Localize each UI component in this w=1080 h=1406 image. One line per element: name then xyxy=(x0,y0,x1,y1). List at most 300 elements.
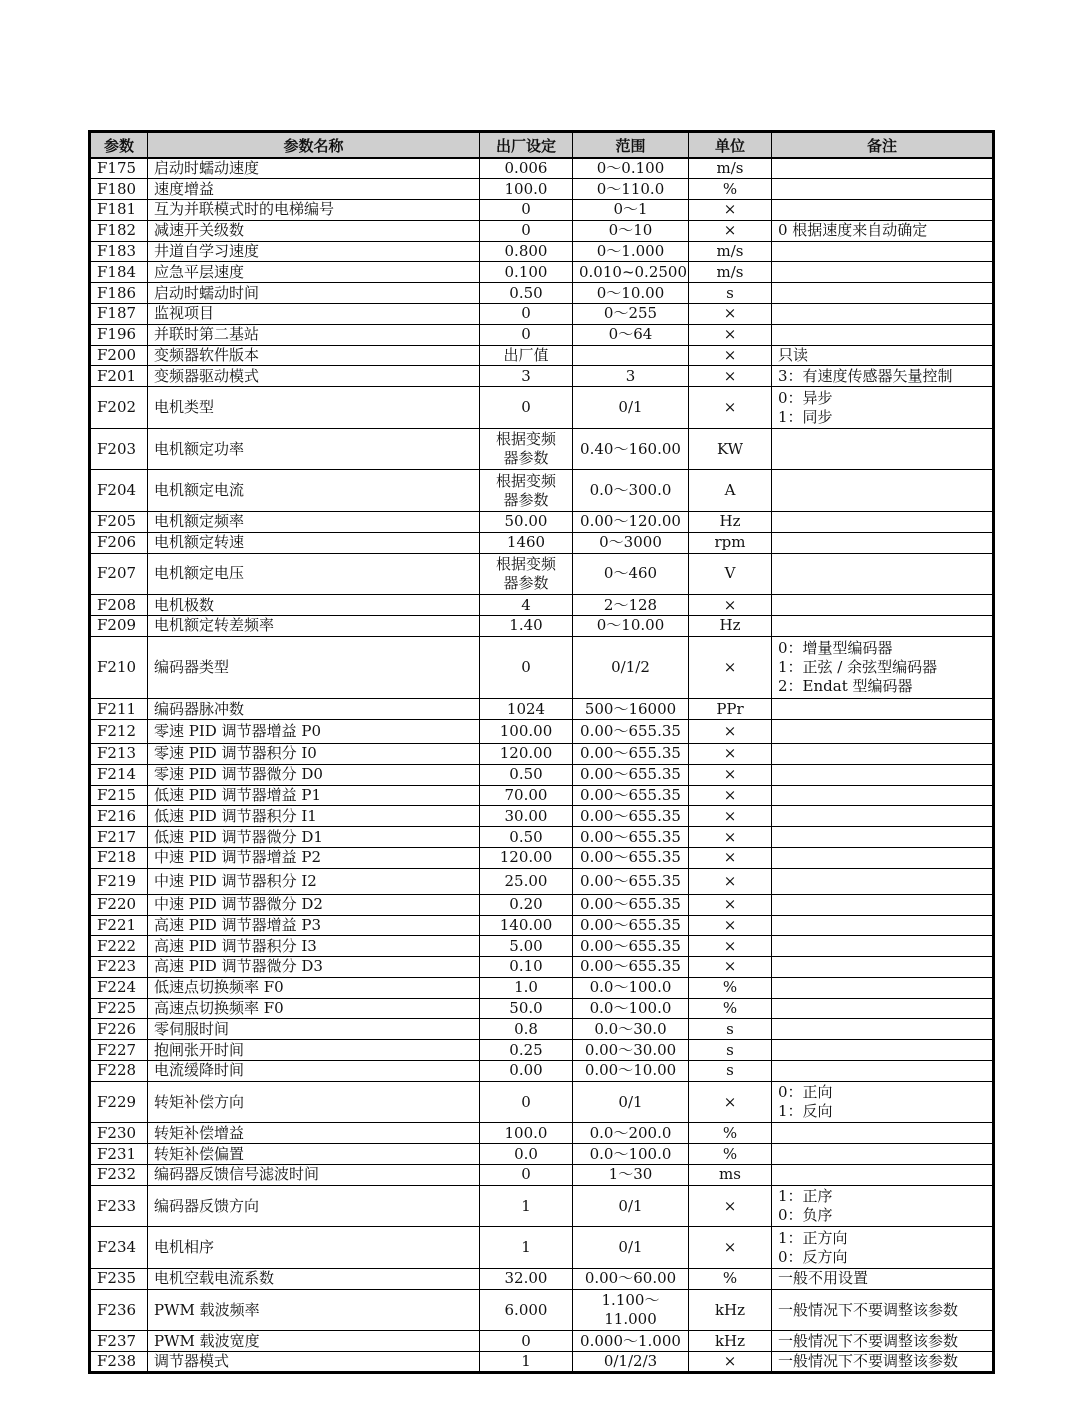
table-row xyxy=(90,595,994,616)
param-unit: × xyxy=(689,915,772,936)
table-row xyxy=(90,1123,994,1144)
param-name: 监视项目 xyxy=(148,304,480,325)
table-row xyxy=(90,220,994,241)
param-range xyxy=(573,806,689,827)
param-range xyxy=(573,1165,689,1186)
param-name: 编码器反馈方向 xyxy=(148,1185,480,1227)
default-value-line: 1 xyxy=(521,1238,531,1257)
param-note xyxy=(772,1061,994,1082)
range-value-line: 500～16000 xyxy=(584,699,677,718)
param-unit: × xyxy=(689,387,772,429)
param-unit: × xyxy=(689,220,772,241)
param-note xyxy=(772,1040,994,1061)
header-code: 参数 xyxy=(90,132,148,159)
default-value-line: 0.25 xyxy=(509,1040,543,1059)
param-name: 启动时蠕动速度 xyxy=(148,158,480,179)
table-row xyxy=(90,957,994,978)
param-note xyxy=(772,1331,994,1352)
param-code: F229 xyxy=(90,1081,148,1123)
range-value-line: 0～3000 xyxy=(599,533,662,552)
table-row xyxy=(90,636,994,698)
param-unit: PPr xyxy=(689,699,772,720)
param-default xyxy=(480,806,573,827)
param-code: F209 xyxy=(90,616,148,637)
range-value-line: 0.010~0.2500 xyxy=(579,262,687,281)
param-code: F232 xyxy=(90,1165,148,1186)
param-name: 电机额定转速 xyxy=(148,532,480,553)
param-default xyxy=(480,220,573,241)
param-default xyxy=(480,1331,573,1352)
note-line: 0：异步 xyxy=(778,388,833,407)
default-value-line: 0 xyxy=(521,398,531,417)
param-note xyxy=(772,998,994,1019)
param-default xyxy=(480,720,573,744)
note-line: 1：反向 xyxy=(778,1102,833,1121)
param-name: 高速点切换频率 F0 xyxy=(148,998,480,1019)
range-value-line: 0～0.100 xyxy=(596,159,665,178)
param-name: 中速 PID 调节器微分 D2 xyxy=(148,894,480,915)
param-default xyxy=(480,827,573,848)
param-default xyxy=(480,1352,573,1373)
param-code: F213 xyxy=(90,743,148,764)
default-value-line: 0 xyxy=(521,325,531,344)
param-default xyxy=(480,998,573,1019)
default-value-line: 0 xyxy=(521,304,531,323)
param-code: F219 xyxy=(90,868,148,894)
param-code: F180 xyxy=(90,179,148,200)
param-unit: × xyxy=(689,200,772,221)
param-note xyxy=(772,720,994,744)
param-note xyxy=(772,428,994,470)
default-value-line: 0.00 xyxy=(509,1061,543,1080)
header-note: 备注 xyxy=(772,132,994,159)
param-default xyxy=(480,699,573,720)
default-value-line: 4 xyxy=(521,595,531,614)
note-line: 1：正弦 / 余弦型编码器 xyxy=(778,658,938,677)
table-row xyxy=(90,998,994,1019)
param-name: 转矩补偿增益 xyxy=(148,1123,480,1144)
param-default xyxy=(480,1061,573,1082)
param-name: 高速 PID 调节器微分 D3 xyxy=(148,957,480,978)
note-line: 0：反方向 xyxy=(778,1247,848,1266)
range-value-line: 0.00～120.00 xyxy=(580,512,681,531)
table-row xyxy=(90,894,994,915)
param-code: F212 xyxy=(90,720,148,744)
param-default xyxy=(480,616,573,637)
table-row xyxy=(90,1019,994,1040)
param-unit: s xyxy=(689,1040,772,1061)
param-range xyxy=(573,1061,689,1082)
param-unit: A xyxy=(689,470,772,512)
param-name: 零速 PID 调节器微分 D0 xyxy=(148,764,480,785)
default-value-line: 50.0 xyxy=(509,999,543,1018)
header-name: 参数名称 xyxy=(148,132,480,159)
param-code: F234 xyxy=(90,1227,148,1269)
param-default xyxy=(480,915,573,936)
param-default xyxy=(480,179,573,200)
range-value-line: 0/1 xyxy=(618,1238,643,1257)
param-note xyxy=(772,699,994,720)
table-row xyxy=(90,1289,994,1331)
param-name: PWM 载波频率 xyxy=(148,1289,480,1331)
param-code: F206 xyxy=(90,532,148,553)
param-code: F238 xyxy=(90,1352,148,1373)
param-unit: s xyxy=(689,1061,772,1082)
param-name: 变频器软件版本 xyxy=(148,345,480,366)
default-value-line: 0.50 xyxy=(509,283,543,302)
default-value-line: 120.00 xyxy=(499,848,553,867)
param-name: 编码器类型 xyxy=(148,636,480,698)
param-note xyxy=(772,957,994,978)
default-value-line: 0 xyxy=(521,1165,531,1184)
param-name: 互为并联模式时的电梯编号 xyxy=(148,200,480,221)
table-row xyxy=(90,553,994,595)
range-value-line: 0.000～1.000 xyxy=(580,1331,681,1350)
param-unit: × xyxy=(689,868,772,894)
range-value-line: 0～10.00 xyxy=(596,616,665,635)
default-value-line: 100.0 xyxy=(504,1123,548,1142)
param-range xyxy=(573,915,689,936)
default-value-line: 0.8 xyxy=(514,1019,538,1038)
param-unit: kHz xyxy=(689,1289,772,1331)
param-default xyxy=(480,262,573,283)
default-value-line: 3 xyxy=(521,366,531,385)
param-name: 低速点切换频率 F0 xyxy=(148,977,480,998)
param-code: F230 xyxy=(90,1123,148,1144)
default-value-line: 1024 xyxy=(506,699,546,718)
table-header-row xyxy=(90,132,994,159)
param-range xyxy=(573,262,689,283)
param-note xyxy=(772,616,994,637)
default-value-line: 6.000 xyxy=(504,1300,548,1319)
table-row xyxy=(90,470,994,512)
param-default xyxy=(480,324,573,345)
param-default xyxy=(480,553,573,595)
table-row xyxy=(90,1185,994,1227)
param-code: F184 xyxy=(90,262,148,283)
param-unit: × xyxy=(689,847,772,868)
param-note xyxy=(772,387,994,429)
param-name: 井道自学习速度 xyxy=(148,241,480,262)
table-row xyxy=(90,743,994,764)
range-value-line: 0～1.000 xyxy=(596,242,665,261)
param-unit: % xyxy=(689,977,772,998)
param-range xyxy=(573,241,689,262)
param-unit: × xyxy=(689,345,772,366)
param-unit: Hz xyxy=(689,512,772,533)
param-code: F231 xyxy=(90,1144,148,1165)
param-code: F207 xyxy=(90,553,148,595)
param-code: F201 xyxy=(90,366,148,387)
range-value-line: 1～30 xyxy=(608,1165,653,1184)
param-range xyxy=(573,304,689,325)
param-name: 减速开关级数 xyxy=(148,220,480,241)
param-range xyxy=(573,1227,689,1269)
param-unit: × xyxy=(689,636,772,698)
range-value-line: 0.00～655.35 xyxy=(580,744,681,763)
param-name: 并联时第二基站 xyxy=(148,324,480,345)
param-range xyxy=(573,868,689,894)
param-name: 速度增益 xyxy=(148,179,480,200)
param-default xyxy=(480,512,573,533)
param-default xyxy=(480,595,573,616)
param-default xyxy=(480,847,573,868)
range-value-line: 0.00～30.00 xyxy=(584,1040,677,1059)
param-unit: % xyxy=(689,1144,772,1165)
param-name: 零速 PID 调节器增益 P0 xyxy=(148,720,480,744)
range-value-line: 0/1 xyxy=(618,1196,643,1215)
range-value-line: 0～110.0 xyxy=(596,179,665,198)
range-value-line: 2～128 xyxy=(603,595,658,614)
param-range xyxy=(573,387,689,429)
param-range xyxy=(573,324,689,345)
param-unit: % xyxy=(689,1123,772,1144)
range-value-line: 0.0～300.0 xyxy=(589,481,672,500)
param-unit: × xyxy=(689,1185,772,1227)
param-default xyxy=(480,1019,573,1040)
note-line: 2：Endat 型编码器 xyxy=(778,677,913,696)
param-range xyxy=(573,1269,689,1290)
table-row xyxy=(90,304,994,325)
default-value-line: 30.00 xyxy=(504,806,548,825)
param-note xyxy=(772,512,994,533)
param-range xyxy=(573,345,689,366)
default-value-line: 120.00 xyxy=(499,744,553,763)
default-value-line: 根据变频 xyxy=(495,471,556,490)
table-row xyxy=(90,200,994,221)
param-default xyxy=(480,470,573,512)
param-code: F211 xyxy=(90,699,148,720)
param-name: 高速 PID 调节器增益 P3 xyxy=(148,915,480,936)
param-code: F220 xyxy=(90,894,148,915)
range-value-line: 0.00～655.35 xyxy=(580,915,681,934)
param-range xyxy=(573,1185,689,1227)
param-code: F175 xyxy=(90,158,148,179)
note-line: 一般情况下不要调整该参数 xyxy=(778,1300,959,1319)
param-note xyxy=(772,304,994,325)
param-code: F217 xyxy=(90,827,148,848)
table-row xyxy=(90,345,994,366)
default-value-line: 0.50 xyxy=(509,827,543,846)
param-default xyxy=(480,1081,573,1123)
default-value-line: 0 xyxy=(521,1092,531,1111)
param-note xyxy=(772,868,994,894)
table-row xyxy=(90,428,994,470)
param-note xyxy=(772,366,994,387)
param-code: F203 xyxy=(90,428,148,470)
range-value-line: 0～460 xyxy=(603,564,658,583)
param-name: 调节器模式 xyxy=(148,1352,480,1373)
param-range xyxy=(573,1144,689,1165)
param-range xyxy=(573,977,689,998)
note-line: 一般情况下不要调整该参数 xyxy=(778,1331,959,1350)
param-default xyxy=(480,241,573,262)
param-range xyxy=(573,785,689,806)
param-code: F233 xyxy=(90,1185,148,1227)
table-row xyxy=(90,1269,994,1290)
default-value-line: 0 xyxy=(521,221,531,240)
param-note xyxy=(772,1123,994,1144)
param-name: 电机额定电流 xyxy=(148,470,480,512)
range-value-line: 0.00～655.35 xyxy=(580,785,681,804)
param-default xyxy=(480,977,573,998)
default-value-line: 100.00 xyxy=(499,721,553,740)
param-unit: × xyxy=(689,324,772,345)
param-code: F182 xyxy=(90,220,148,241)
range-value-line: 0.40～160.00 xyxy=(580,439,681,458)
param-code: F183 xyxy=(90,241,148,262)
param-code: F210 xyxy=(90,636,148,698)
param-range xyxy=(573,743,689,764)
param-range xyxy=(573,158,689,179)
default-value-line: 器参数 xyxy=(503,490,549,509)
table-row xyxy=(90,1227,994,1269)
param-note xyxy=(772,595,994,616)
table-row xyxy=(90,387,994,429)
param-range xyxy=(573,847,689,868)
param-default xyxy=(480,894,573,915)
param-note xyxy=(772,345,994,366)
param-range xyxy=(573,532,689,553)
param-default xyxy=(480,283,573,304)
range-value-line: 0.0～100.0 xyxy=(589,1144,672,1163)
table-row xyxy=(90,158,994,179)
param-unit: × xyxy=(689,595,772,616)
table-row xyxy=(90,699,994,720)
param-note xyxy=(772,1352,994,1373)
note-line: 0 根据速度来自动确定 xyxy=(778,221,928,240)
table-row xyxy=(90,1331,994,1352)
default-value-line: 0 xyxy=(521,200,531,219)
range-value-line: 0.00～655.35 xyxy=(580,827,681,846)
range-value-line: 0.00～10.00 xyxy=(584,1061,677,1080)
header-range: 范围 xyxy=(573,132,689,159)
param-name: 启动时蠕动时间 xyxy=(148,283,480,304)
param-default xyxy=(480,764,573,785)
param-range xyxy=(573,894,689,915)
param-range xyxy=(573,1019,689,1040)
default-value-line: 1.40 xyxy=(509,616,543,635)
param-range xyxy=(573,998,689,1019)
param-code: F187 xyxy=(90,304,148,325)
default-value-line: 0.10 xyxy=(509,957,543,976)
param-note xyxy=(772,977,994,998)
param-code: F200 xyxy=(90,345,148,366)
param-code: F221 xyxy=(90,915,148,936)
param-range xyxy=(573,512,689,533)
table-row xyxy=(90,366,994,387)
param-name: 零速 PID 调节器积分 I0 xyxy=(148,743,480,764)
default-value-line: 器参数 xyxy=(503,449,549,468)
param-note xyxy=(772,636,994,698)
note-line: 1：正方向 xyxy=(778,1228,848,1247)
param-name: 高速 PID 调节器积分 I3 xyxy=(148,936,480,957)
param-code: F236 xyxy=(90,1289,148,1331)
param-range xyxy=(573,636,689,698)
parameter-table xyxy=(88,130,995,1374)
param-range xyxy=(573,1123,689,1144)
default-value-line: 0.20 xyxy=(509,895,543,914)
param-range xyxy=(573,428,689,470)
param-name: 转矩补偿偏置 xyxy=(148,1144,480,1165)
param-default xyxy=(480,428,573,470)
param-code: F215 xyxy=(90,785,148,806)
param-note xyxy=(772,200,994,221)
param-default xyxy=(480,304,573,325)
note-line: 1：同步 xyxy=(778,407,833,426)
table-row xyxy=(90,720,994,744)
note-line: 1：正序 xyxy=(778,1187,833,1206)
param-range xyxy=(573,1331,689,1352)
param-code: F202 xyxy=(90,387,148,429)
range-value-line: 0～64 xyxy=(608,325,653,344)
param-unit: × xyxy=(689,366,772,387)
param-name: 编码器脉冲数 xyxy=(148,699,480,720)
param-range xyxy=(573,936,689,957)
range-value-line: 0～255 xyxy=(603,304,658,323)
param-code: F226 xyxy=(90,1019,148,1040)
param-unit: × xyxy=(689,1227,772,1269)
param-default xyxy=(480,1269,573,1290)
param-code: F214 xyxy=(90,764,148,785)
param-name: 低速 PID 调节器积分 I1 xyxy=(148,806,480,827)
param-unit: m/s xyxy=(689,241,772,262)
default-value-line: 5.00 xyxy=(509,936,543,955)
range-value-line: 0/1/2 xyxy=(611,658,650,677)
param-code: F228 xyxy=(90,1061,148,1082)
param-name: 变频器驱动模式 xyxy=(148,366,480,387)
default-value-line: 0.0 xyxy=(514,1144,538,1163)
param-note xyxy=(772,1081,994,1123)
param-unit: % xyxy=(689,179,772,200)
param-unit: rpm xyxy=(689,532,772,553)
param-name: 零伺服时间 xyxy=(148,1019,480,1040)
param-note xyxy=(772,553,994,595)
param-note xyxy=(772,827,994,848)
param-note xyxy=(772,743,994,764)
table-row xyxy=(90,764,994,785)
param-unit: × xyxy=(689,936,772,957)
param-name: 电机类型 xyxy=(148,387,480,429)
range-value-line: 0.0～100.0 xyxy=(589,999,672,1018)
param-name: 电机额定电压 xyxy=(148,553,480,595)
param-default xyxy=(480,785,573,806)
table-row xyxy=(90,1144,994,1165)
table-row xyxy=(90,1040,994,1061)
param-code: F181 xyxy=(90,200,148,221)
param-default xyxy=(480,387,573,429)
table-row xyxy=(90,1061,994,1082)
param-note xyxy=(772,220,994,241)
param-range xyxy=(573,179,689,200)
note-line: 一般情况下不要调整该参数 xyxy=(778,1352,959,1371)
param-unit: V xyxy=(689,553,772,595)
param-code: F186 xyxy=(90,283,148,304)
range-value-line: 0/1 xyxy=(618,1092,643,1111)
param-range xyxy=(573,366,689,387)
param-name: 电机极数 xyxy=(148,595,480,616)
param-note xyxy=(772,1227,994,1269)
param-code: F216 xyxy=(90,806,148,827)
range-value-line: 11.000 xyxy=(604,1310,657,1329)
range-value-line: 0.00～655.35 xyxy=(580,957,681,976)
range-value-line: 0/1 xyxy=(618,398,643,417)
param-default xyxy=(480,345,573,366)
param-unit: kHz xyxy=(689,1331,772,1352)
range-value-line: 0.00～655.35 xyxy=(580,895,681,914)
range-value-line: 0.00～655.35 xyxy=(580,871,681,890)
param-default xyxy=(480,1040,573,1061)
